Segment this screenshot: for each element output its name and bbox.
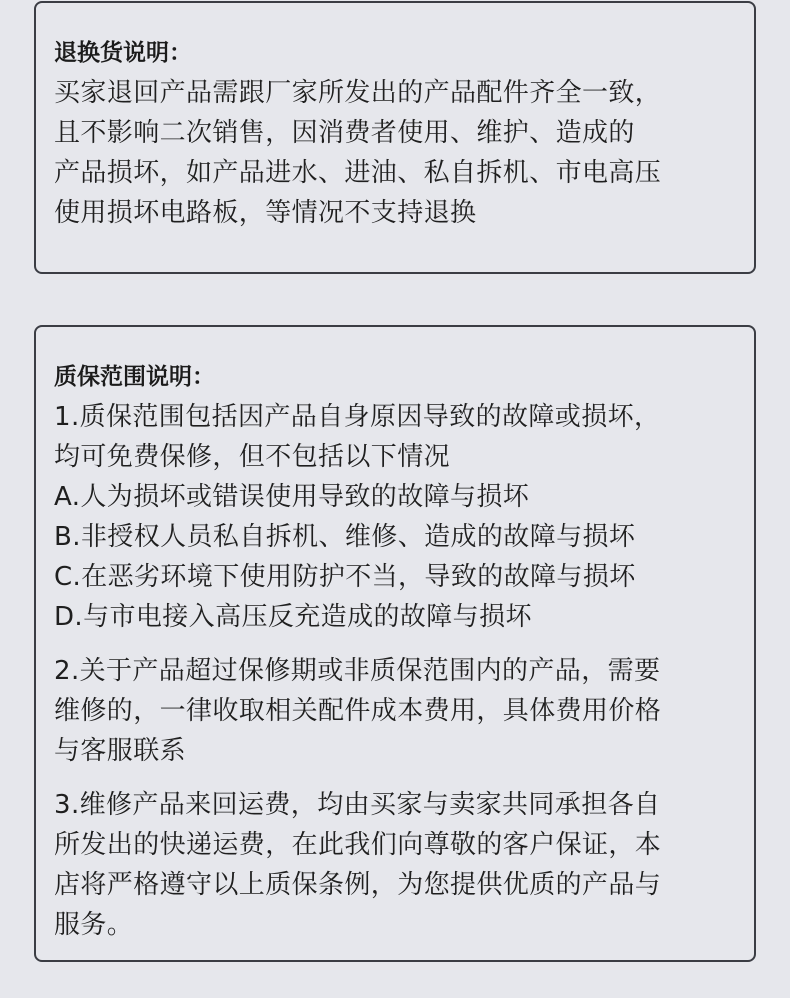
- returns-policy-line: 使用损坏电路板，等情况不支持退换: [54, 198, 477, 228]
- warranty-clause-2: [54, 651, 738, 771]
- warranty-clause-3: [54, 785, 738, 945]
- returns-policy-body: [54, 73, 738, 233]
- warranty-clause-line: 维修的，一律收取相关配件成本费用，具体费用价格: [54, 696, 662, 726]
- warranty-clause-line: 店将严格遵守以上质保条例，为您提供优质的产品与: [54, 870, 662, 900]
- warranty-exclusion-d: D.与市电接入高压反充造成的故障与损坏: [54, 602, 532, 632]
- warranty-exclusion-a: A.人为损坏或错误使用导致的故障与损坏: [54, 482, 530, 512]
- warranty-clause-line: 服务。: [54, 910, 134, 940]
- warranty-clause-line: 3.维修产品来回运费，均由买家与卖家共同承担各自: [54, 790, 661, 820]
- warranty-exclusion-b: B.非授权人员私自拆机、维修、造成的故障与损坏: [54, 522, 636, 552]
- warranty-scope-title: 质保范围说明：: [54, 364, 215, 390]
- warranty-clause-line: 1.质保范围包括因产品自身原因导致的故障或损坏，: [54, 402, 661, 432]
- warranty-scope-card: [34, 325, 756, 962]
- returns-policy-line: 且不影响二次销售，因消费者使用、维护、造成的: [54, 118, 635, 148]
- warranty-scope-body: [54, 397, 738, 945]
- returns-policy-title: 退换货说明：: [54, 40, 192, 66]
- returns-policy-card: [34, 1, 756, 274]
- warranty-clause-1: [54, 397, 738, 637]
- warranty-clause-line: 2.关于产品超过保修期或非质保范围内的产品，需要: [54, 656, 661, 686]
- warranty-clause-line: 均可免费保修，但不包括以下情况: [54, 442, 451, 472]
- warranty-clause-line: 所发出的快递运费，在此我们向尊敬的客户保证，本: [54, 830, 662, 860]
- warranty-clause-line: 与客服联系: [54, 736, 187, 766]
- returns-policy-line: 买家退回产品需跟厂家所发出的产品配件齐全一致，: [54, 78, 662, 108]
- warranty-exclusion-c: C.在恶劣环境下使用防护不当，导致的故障与损坏: [54, 562, 636, 592]
- returns-policy-line: 产品损坏，如产品进水、进油、私自拆机、市电高压: [54, 158, 662, 188]
